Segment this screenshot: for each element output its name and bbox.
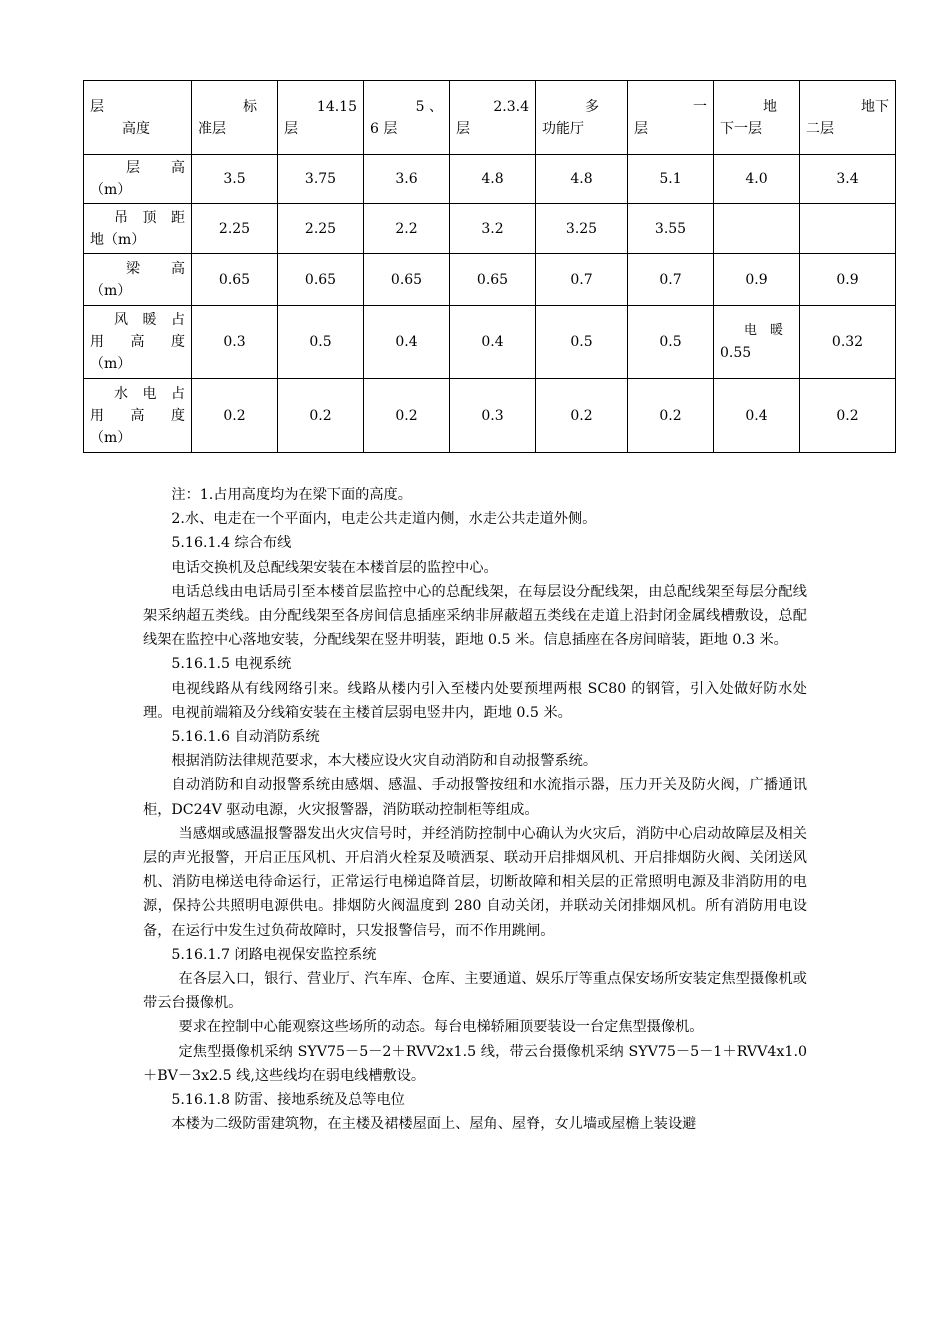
table-cell: 0.5: [278, 306, 364, 379]
table-header-row: [84, 81, 896, 155]
row-label: 水电占 用 高 度 （m）: [84, 379, 192, 453]
row-label: 层 高 （m）: [84, 155, 192, 204]
paragraph: 根据消防法律规范要求，本大楼应设火灾自动消防和自动报警系统。: [171, 753, 598, 770]
electric-heating-value: 0.55: [720, 345, 752, 361]
table-cell: 0.2: [628, 379, 714, 453]
row-label: 吊顶距 地（m）: [84, 204, 192, 254]
section-heading: 5.16.1.6 自动消防系统: [171, 729, 320, 746]
table-cell: 3.25: [536, 204, 628, 254]
section-heading: 5.16.1.5 电视系统: [171, 656, 292, 673]
table-cell: 0.4: [364, 306, 450, 379]
paragraph: 要求在控制中心能观察这些场所的动态。每台电梯轿厢顶要装设一台定焦型摄像机。: [178, 1019, 704, 1036]
table-cell: 2.25: [278, 204, 364, 254]
paragraph: 在各层入口，银行、营业厅、汽车库、仓库、主要通道、娱乐厅等重点保安场所安装定焦型摄像机或带云台摄像机。: [143, 971, 807, 1012]
table-cell: 2.2: [364, 204, 450, 254]
column-header: 5 、 6 层: [364, 81, 450, 155]
table-cell: 0.65: [364, 254, 450, 306]
table-cell: 0.9: [800, 254, 896, 306]
table-corner-cell: [84, 81, 192, 155]
note-line: 注：1.占用高度均为在梁下面的高度。: [171, 487, 412, 503]
column-header: 14.15 层: [278, 81, 364, 155]
paragraph: 自动消防和自动报警系统由感烟、感温、手动报警按纽和水流指示器，压力开关及防火阀，广播通讯柜，DC24V 驱动电源，火灾报警器，消防联动控制柜等组成。: [143, 777, 807, 818]
paragraph: 电视线路从有线网络引来。线路从楼内引入至楼内处要预埋两根 SC80 的钢管，引入处做好防水处理。电视前端箱及分线箱安装在主楼首层弱电竖井内，距地 0.5 米。: [143, 680, 807, 721]
table-cell: 4.0: [714, 155, 800, 204]
table-cell: 0.2: [536, 379, 628, 453]
corner-bottom-label: 高度: [122, 120, 150, 137]
table-row: [84, 379, 896, 453]
table-cell: 0.32: [800, 306, 896, 379]
paragraph: 电话总线由电话局引至本楼首层监控中心的总配线架，在每层设分配线架，由总配线架至每层分配线架采纳超五类线。由分配线架至各房间信息插座采纳非屏蔽超五类线在走道上沿封闭金属线槽敷设，总配线架在监控中心落地安装，分配线架在竖井明装，距地 0.5 米。信息插座在各房间暗装，距地 0.3 米。: [143, 583, 807, 649]
table-cell: 0.65: [192, 254, 278, 306]
table-cell: 4.8: [536, 155, 628, 204]
table-cell: 0.2: [278, 379, 364, 453]
paragraph: 本楼为二级防雷建筑物，在主楼及裙楼屋面上、屋角、屋脊，女儿墙或屋檐上装设避: [171, 1116, 697, 1133]
table-cell: 0.7: [536, 254, 628, 306]
row-label: 风暖占 用 高 度 （m）: [84, 306, 192, 379]
paragraph: 当感烟或感温报警器发出火灾信号时，并经消防控制中心确认为火灾后，消防中心启动故障层及相关层的声光报警，开启正压风机、开启消火栓泵及喷洒泵、联动开启排烟风机、开启排烟防火阀、关闭送风机、消防电梯送电待命运行，正常运行电梯追降首层，切断故障和相关层的正常照明电源及非消防用的电源，保持公共照明电源供电。排烟防火阀温度到 280 自动关闭，并联动关闭排烟风机。所有消防用电设备，在运行中发生过负荷故障时，只发报警信号，而不作用跳闸。: [143, 825, 807, 939]
paragraph: 定焦型摄像机采纳 SYV75－5－2＋RVV2x1.5 线，带云台摄像机采纳 SYV75－5－1＋RVV4x1.0＋BV－3x2.5 线,这些线均在弱电线槽敷设。: [143, 1043, 807, 1084]
column-header: 标 准层: [192, 81, 278, 155]
table-row: [84, 254, 896, 306]
table-row: [84, 155, 896, 204]
table-cell: 3.5: [192, 155, 278, 204]
corner-top-label: 层: [90, 98, 104, 115]
column-header: 地 下一层: [714, 81, 800, 155]
section-heading: 5.16.1.7 闭路电视保安监控系统: [171, 946, 377, 963]
table-cell: [714, 306, 800, 379]
table-cell: 0.2: [800, 379, 896, 453]
note-line: 2.水、电走在一个平面内，电走公共走道内侧，水走公共走道外侧。: [171, 511, 597, 528]
table-cell: 0.5: [536, 306, 628, 379]
table-row: [84, 204, 896, 254]
table-cell: 3.75: [278, 155, 364, 204]
table-cell: 3.6: [364, 155, 450, 204]
table-cell: 0.3: [450, 379, 536, 453]
table-cell: 0.65: [450, 254, 536, 306]
table-cell: 3.4: [800, 155, 896, 204]
table-cell: 5.1: [628, 155, 714, 204]
table-cell: 0.2: [364, 379, 450, 453]
table-cell: 0.7: [628, 254, 714, 306]
column-header: 2.3.4 层: [450, 81, 536, 155]
body-text: [143, 483, 807, 1136]
column-header: 一 层: [628, 81, 714, 155]
section-heading: 5.16.1.8 防雷、接地系统及总等电位: [171, 1092, 405, 1109]
table-cell: 0.3: [192, 306, 278, 379]
table-cell: 0.2: [192, 379, 278, 453]
table-row: [84, 306, 896, 379]
table-cell: 0.4: [714, 379, 800, 453]
electric-heating-label: 电 暖: [743, 323, 783, 338]
section-heading: 5.16.1.4 综合布线: [171, 535, 292, 552]
paragraph: 电话交换机及总配线架安装在本楼首层的监控中心。: [171, 559, 498, 576]
height-spec-table: [83, 80, 896, 453]
table-cell: [800, 204, 896, 254]
table-cell: [714, 204, 800, 254]
column-header: 多 功能厅: [536, 81, 628, 155]
table-cell: 2.25: [192, 204, 278, 254]
table-cell: 0.4: [450, 306, 536, 379]
row-label: 梁 高 （m）: [84, 254, 192, 306]
table-cell: 3.2: [450, 204, 536, 254]
table-cell: 3.55: [628, 204, 714, 254]
table-cell: 4.8: [450, 155, 536, 204]
column-header: 地下 二层: [800, 81, 896, 155]
table-cell: 0.65: [278, 254, 364, 306]
table-cell: 0.9: [714, 254, 800, 306]
table-cell: 0.5: [628, 306, 714, 379]
